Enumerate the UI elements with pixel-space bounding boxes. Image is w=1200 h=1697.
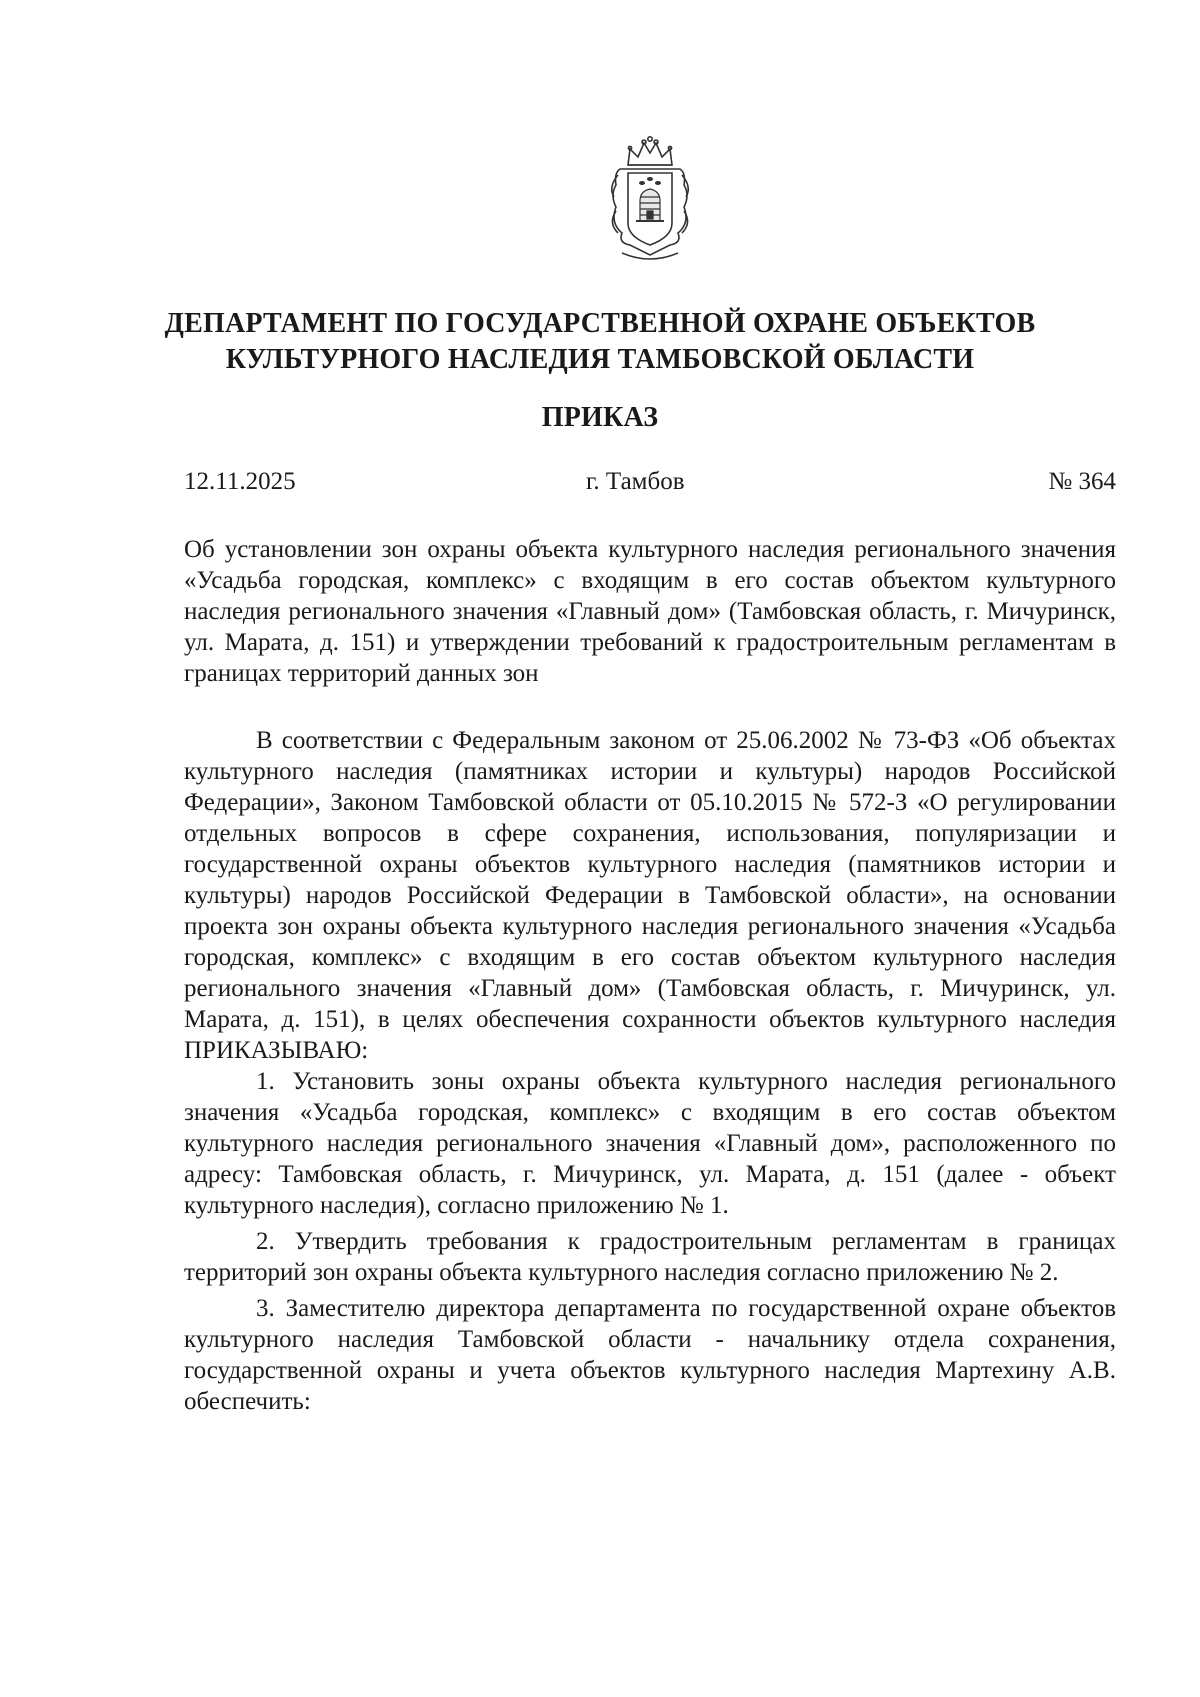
- document-type: ПРИКАЗ: [541, 402, 659, 433]
- order-item-1: 1. Установить зоны охраны объекта культурного наследия регионального значения «Усадьба городская, комплекс» с входящим в его состав объектом культурного наследия регионального значения «Главный дом», расположенного по адресу: Тамбовская область, г. Мичуринск, ул. Марата, д. 151 (далее - объект культурного наследия), согласно приложению № 1.: [184, 1068, 1116, 1219]
- document-city: г. Тамбов: [586, 468, 685, 495]
- order-item-3: 3. Заместителю директора департамента по государственной охране объектов культурного наследия Тамбовской области - начальнику отдела сохранения, государственной охраны и учета объектов культурного наследия Мартехину А.В. обеспечить:: [184, 1295, 1116, 1415]
- order-item-2: 2. Утвердить требования к градостроительным регламентам в границах территорий зон охраны объекта культурного наследия согласно приложению № 2.: [184, 1228, 1116, 1286]
- coat-of-arms-icon: [600, 135, 700, 267]
- preamble-paragraph: В соответствии с Федеральным законом от 25.06.2002 № 73-ФЗ «Об объектах культурного наследия (памятниках истории и культуры) народов Российской Федерации», Законом Тамбовской области от 05.10.2015 № 572-З «О регулировании отдельных вопросов в сфере сохранения, использования, популяризации и государственной охраны объектов культурного наследия (памятников истории и культуры) народов Российской Федерации в Тамбовской области», на основании проекта зон охраны объекта культурного наследия регионального значения «Усадьба городская, комплекс» с входящим в его состав объектом культурного наследия регионального значения «Главный дом» (Тамбовская область, г. Мичуринск, ул. Марата, д. 151), в целях обеспечения сохранности объектов культурного наследия ПРИКАЗЫВАЮ:: [184, 727, 1116, 1064]
- document-subject: Об установлении зон охраны объекта культурного наследия регионального значения «Усадьба городская, комплекс» с входящим в его состав объектом культурного наследия регионального значения «Главный дом» (Тамбовская область, г. Мичуринск, ул. Марата, д. 151) и утверждении требований к градостроительным регламентам в границах территорий данных зон: [184, 536, 1116, 687]
- document-meta: [184, 465, 1116, 501]
- department-name: ДЕПАРТАМЕНТ ПО ГОСУДАРСТВЕННОЙ ОХРАНЕ ОБЪЕКТОВ КУЛЬТУРНОГО НАСЛЕДИЯ ТАМБОВСКОЙ ОБЛАСТИ: [164, 308, 1036, 375]
- document-date: 12.11.2025: [184, 468, 296, 495]
- document-number: № 364: [1048, 468, 1116, 495]
- document-body: [184, 725, 1116, 1417]
